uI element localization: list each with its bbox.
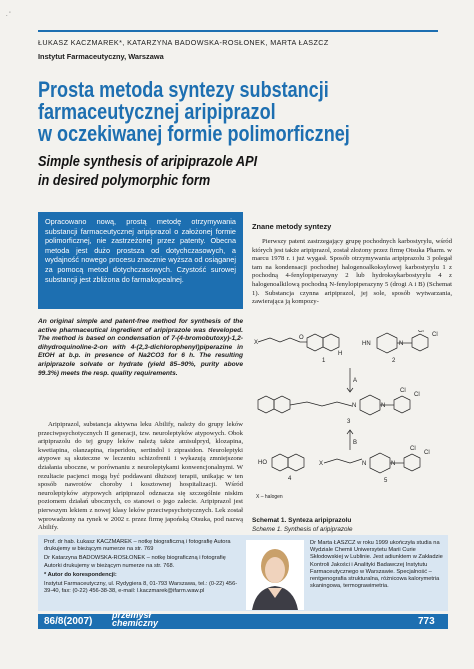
scheme-n-3a: N — [352, 403, 357, 409]
scheme-figure — [252, 330, 457, 510]
synthesis-scheme — [252, 330, 457, 510]
compound-3 — [258, 395, 410, 415]
scheme-num-1: 1 — [322, 358, 326, 364]
scheme-cl-5a: Cl — [410, 446, 416, 452]
authors-line: ŁUKASZ KACZMAREK*, KATARZYNA BADOWSKA-ROSŁONEK, MARTA ŁASZCZ — [38, 38, 329, 47]
scheme-cl-2b: Cl — [432, 332, 438, 338]
abstract-polish: Opracowano nową, prostą metodę otrzymywania substancji farmaceutycznej aripiprazol o założonej formie polimorficznej, nie zastrzeżonej przez patenty. Obecna metoda jest dużo prostsza od dotychczasowych, a wydajność nowego procesu znacznie wyższa od osiąganej za pomocą metod dotychczasowych. Czystość surowej substancji jest zbliżona do farmakopealnej. — [38, 212, 243, 309]
author-notes — [44, 539, 240, 597]
scheme-ho: HO — [258, 460, 267, 466]
header-rule — [38, 30, 438, 32]
scheme-n-2: N — [399, 341, 404, 347]
body-text-right: Pierwszy patent zastrzegający grupę pochodnych karbostyrylu, wśród których jest także aripiprazol, został złożony przez firmę Otsuka Pharm. w marcu 1978 r. i już wygasł. Sposób otrzymywania aripiprazolu 3 polegał tam na kondensacji pochodnej halogenoalkoksylowej karbostyrylu 1 z pochodną 4-fenylopiperazyny 2 lub hydroksykarbostyrylu 4 z halogenoalkilową pochodną N-fenylopiperazyny 5 (drogi A i B) (Schemat 1). Substancja czynna aripiprazol, jej sole, sposób wytwarzania, zawierająca ją kompozy- — [252, 238, 452, 306]
journal-logo: przemysł chemiczny — [112, 610, 159, 628]
note-badowska: Dr Katarzyna BADOWSKA-ROSŁONEK – notkę biograficzną i fotografię Autorki drukujemy w bieżącym numerze na str. 768. — [44, 555, 226, 569]
scheme-x-1: X — [254, 340, 259, 346]
scan-marks: . ' — [6, 12, 11, 18]
scheme-x-5: X — [319, 461, 324, 467]
scheme-caption: Schemat 1. Synteza aripiprazolu — [252, 517, 352, 524]
affiliation: Instytut Farmaceutyczny, Warszawa — [38, 52, 164, 61]
scheme-num-3: 3 — [347, 419, 351, 425]
scheme-cl-5b: Cl — [424, 450, 430, 456]
scheme-num-4: 4 — [288, 476, 292, 482]
author-bio-laszcz: Dr Marta ŁASZCZ w roku 1999 ukończyła studia na Wydziale Chemii Uniwersytetu Marii Curie Skłodowskiej w Lublinie. Jest adiunktem w Zakładzie Kontroli Jakości i Analityki Badawczej Instytutu Farmaceutycznego w Warszawie. Specjalność – rentgenografia strukturalna, różnicowa kalorymetria skaningowa, termograwimetria. — [310, 540, 443, 590]
scheme-n-5b: N — [391, 461, 396, 467]
scheme-legend: X – halogen — [256, 494, 283, 500]
note-corresponding-address: Instytut Farmaceutyczny, ul. Rydygiera 8, 01-793 Warszawa, tel.: (0-22) 456-39-40, fax: (0-22) 456-38-38, e-mail: l.kaczmarek@ifarm.waw.pl — [44, 581, 238, 595]
scheme-cl-3a: Cl — [400, 388, 406, 394]
scheme-o-1: O — [299, 335, 304, 341]
abstract-english: An original simple and patent-free method for synthesis of the active pharmaceutical ingredient of aripiprazole was developed. The method is based on condensation of 7-(4-bromobutoxy)-1,2-dihydroquinoline-2-on with 4-(2,3-dichlorophenyl)piperazine in EtOH at b.p. in presence of Na2CO3 for 6 h. The resulting aripiprazole solvate or hydrate (yield 85–90%, purity above 99.3%) meets the resp. quality requirements. — [38, 318, 243, 377]
scheme-num-5: 5 — [384, 478, 388, 484]
scheme-n-3b: N — [381, 403, 386, 409]
title-english: Simple synthesis of aripiprazole API in desired polymorphic form — [38, 153, 258, 189]
compound-5 — [324, 453, 420, 473]
scheme-h-1: H — [338, 351, 343, 357]
note-kaczmarek: Prof. dr hab. Łukasz KACZMAREK – notkę biograficzną i fotografię Autora drukujemy w bieżącym numerze na str. 769 — [44, 539, 231, 553]
scheme-n-5a: N — [362, 461, 367, 467]
scheme-cl-2a: Cl — [418, 330, 424, 334]
page-number: 773 — [418, 616, 435, 627]
route-a-label: A — [353, 378, 358, 384]
portrait-image — [246, 540, 304, 610]
compound-4 — [272, 454, 304, 471]
scheme-caption-english: Scheme 1. Synthesis of aripiprazole — [252, 526, 353, 533]
body-text-left: Aripiprazol, substancja aktywna leku Abilify, należy do grupy leków przeciwpsychotycznych II generacji, tzw. neuroleptyków atypowych. Obok aripiprazolu do tej grupy leków należą także amisulpryd, klozapina, kwetiapina, olanzapina, risperidon, sertindol i ziprasidon. Neuroleptyki atypowe są skuteczne w leczeniu schizofrenii i wykazują zmniejszone działania uboczne, w porównaniu z neuroleptykami konwencjonalnymi. W rezultacie pacjenci mogą być poddawani dłuższej terapii, unikając w ten sposób nawrotów choroby i kosztownej hospitalizacji. Wśród neuroleptyków atypowych aripiprazol odznacza się szczególnie niskim poziomem działań ubocznych, co stanowi o jego zalecie. Aripiprazol jest pierwszym lekiem z nowej klasy leków przeciwpsychotycznych. Lek został wprowadzony na rynek w 2002 r. przez firmę japońską Otsuka, pod nazwą Abilify. — [38, 421, 243, 532]
note-corresponding-label: * Autor do korespondencji: — [44, 571, 117, 578]
scheme-hn: HN — [362, 341, 371, 347]
author-photo — [246, 540, 304, 610]
footer-bar — [38, 614, 448, 629]
title-polish: Prosta metoda syntezy substancji farmaceutycznej aripiprazol w oczekiwanej formie polimorficznej — [38, 77, 350, 146]
scheme-cl-3b: Cl — [414, 392, 420, 398]
route-b-label: B — [353, 440, 358, 446]
issue-number: 86/8(2007) — [44, 616, 93, 627]
scheme-num-2: 2 — [392, 358, 396, 364]
section-heading: Znane metody syntezy — [252, 222, 332, 231]
